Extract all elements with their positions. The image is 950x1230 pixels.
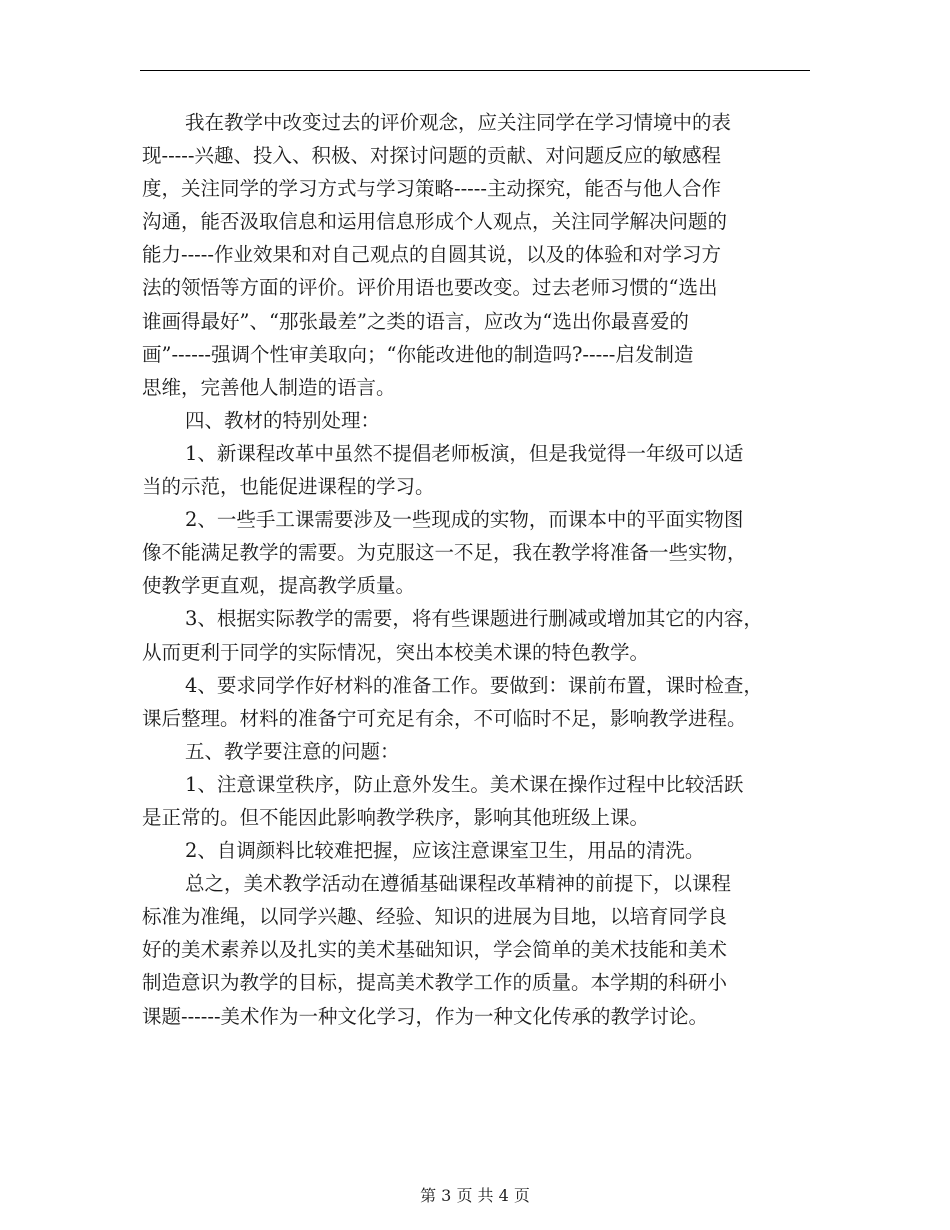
text-line: 法的领悟等方面的评价。评价用语也要改变。过去老师习惯的“选出	[142, 276, 718, 300]
text-line: 当的示范，也能促进课程的学习。	[142, 475, 435, 499]
text-line: 标准为准绳，以同学兴趣、经验、知识的进展为目地，以培育同学良	[142, 905, 728, 929]
text-line: 制造意识为教学的目标，提高美术教学工作的质量。本学期的科研小	[142, 971, 728, 995]
text-line: 总之，美术教学活动在遵循基础课程改革精神的前提下，以课程	[185, 872, 732, 896]
text-line: 2、一些手工课需要涉及一些现成的实物，而课本中的平面实物图	[185, 508, 744, 532]
text-line: 现-----兴趣、投入、积极、对探讨问题的贡献、对问题反应的敏感程	[142, 144, 721, 168]
text-line: 我在教学中改变过去的评价观念，应关注同学在学习情境中的表	[185, 111, 732, 134]
text-line: 四、教材的特别处理：	[185, 408, 381, 432]
text-line: 1、注意课堂秩序，防止意外发生。美术课在操作过程中比较活跃	[185, 772, 744, 796]
text-line: 4、要求同学作好材料的准备工作。要做到：课前布置，课时检查，	[185, 673, 763, 697]
text-line: 沟通，能否汲取信息和运用信息形成个人观点，关注同学解决问题的	[142, 210, 728, 234]
text-line: 课后整理。材料的准备宁可充足有余，不可临时不足，影响教学进程。	[142, 706, 747, 730]
text-line: 画”------强调个性审美取向；“你能改进他的制造吗?-----启发制造	[142, 342, 694, 366]
text-line: 思维，完善他人制造的语言。	[142, 375, 396, 399]
text-line: 五、教学要注意的问题：	[185, 739, 400, 763]
page-number: 第 3 页 共 4 页	[420, 1186, 530, 1205]
text-line: 好的美术素养以及扎实的美术基础知识，学会简单的美术技能和美术	[142, 938, 728, 962]
text-line: 谁画得最好”、“那张最差”之类的语言，应改为“选出你最喜爱的	[142, 309, 689, 333]
text-line: 2、自调颜料比较难把握，应该注意课室卫生，用品的清洗。	[185, 839, 705, 863]
header-rule	[140, 70, 810, 71]
text-line: 度，关注同学的学习方式与学习策略-----主动探究，能否与他人合作	[142, 177, 721, 201]
text-line: 3、根据实际教学的需要，将有些课题进行删减或增加其它的内容，	[185, 607, 763, 631]
text-line: 1、新课程改革中虽然不提倡老师板演，但是我觉得一年级可以适	[185, 441, 744, 465]
document-body	[142, 106, 810, 1033]
text-line: 使教学更直观，提高教学质量。	[142, 574, 416, 598]
text-line: 像不能满足教学的需要。为克服这一不足，我在教学将准备一些实物，	[142, 541, 747, 565]
text-line: 从而更利于同学的实际情况，突出本校美术课的特色教学。	[142, 640, 650, 664]
text-line: 课题------美术作为一种文化学习，作为一种文化传承的教学讨论。	[142, 1004, 709, 1028]
text-line: 能力-----作业效果和对自己观点的自圆其说，以及的体验和对学习方	[142, 243, 721, 267]
text-line: 是正常的。但不能因此影响教学秩序，影响其他班级上课。	[142, 805, 650, 829]
